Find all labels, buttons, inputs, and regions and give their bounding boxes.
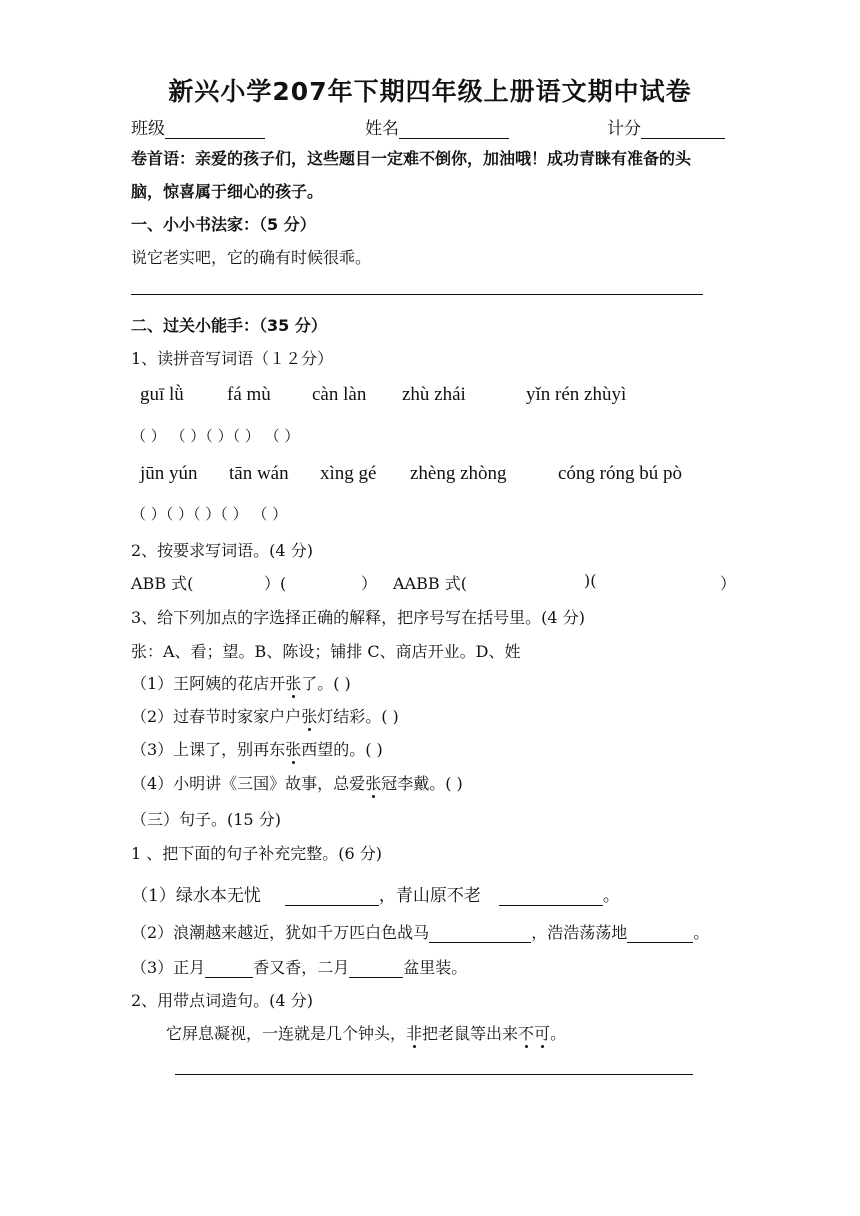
q3-item-post[interactable]: 了。( ) xyxy=(301,674,351,693)
q3-item xyxy=(131,771,463,794)
s3-blank-1[interactable] xyxy=(205,959,253,978)
q3-item-post[interactable]: 西望的。( ) xyxy=(301,740,383,759)
abb-label: ABB 式( xyxy=(131,574,194,593)
s2-part-b: ，浩浩荡荡地 xyxy=(531,923,628,942)
dotted-char: 非 xyxy=(406,1024,423,1043)
q1-label: 1、读拼音写词语（１２分） xyxy=(131,349,334,368)
dotted-char: 张 xyxy=(285,740,302,759)
q2-label: 2、按要求写词语。(4 分) xyxy=(131,541,313,560)
name-blank[interactable] xyxy=(399,120,509,139)
page-title: 新兴小学207年下期四年级上册语文期中试卷 xyxy=(168,77,692,106)
s3-q2-label: 2、用带点词造句。(4 分) xyxy=(131,991,313,1010)
name-field xyxy=(365,114,509,139)
score-field xyxy=(607,114,725,139)
pinyin-item: cóng róng bú pò xyxy=(558,463,683,484)
class-label: 班级 xyxy=(131,119,165,139)
pinyin-item: yǐn rén zhùyì xyxy=(526,384,627,405)
fill-sentence-1 xyxy=(131,881,620,906)
q3-options: 张：A、看；望。B、陈设；铺排 C、商店开业。D、姓 xyxy=(131,642,521,661)
dotted-char: 不 xyxy=(518,1024,535,1043)
score-blank[interactable] xyxy=(641,120,725,139)
answer-parens-row1[interactable]: （ ） （ ）（ ）（ ） （ ） xyxy=(131,427,300,445)
s3-blank-2[interactable] xyxy=(349,959,403,978)
s1-part-c: 。 xyxy=(602,886,620,906)
section2-heading: 二、过关小能手：（35 分） xyxy=(131,316,327,335)
s2-part-c: 。 xyxy=(693,923,710,942)
s1-part-a: （1）绿水本无忧 xyxy=(131,886,261,906)
abb-end[interactable]: ） xyxy=(361,574,378,593)
writing-line[interactable] xyxy=(131,294,703,295)
s3-part-c: 盆里装。 xyxy=(403,958,468,977)
aabb-end[interactable]: ） xyxy=(720,574,737,593)
dotted-char: 张 xyxy=(285,674,302,693)
intro-line-2: 脑，惊喜属于细心的孩子。 xyxy=(131,182,324,201)
section1-sentence: 说它老实吧，它的确有时候很乖。 xyxy=(131,248,372,267)
s3-part-b: 香又香，二月 xyxy=(253,958,350,977)
make-sentence-example xyxy=(166,1021,566,1044)
dotted-char: 张 xyxy=(301,707,318,726)
example-pre: 它屏息凝视，一连就是几个钟头， xyxy=(166,1024,407,1043)
pinyin-item: tān wán xyxy=(229,463,289,484)
q3-label: 3、给下列加点的字选择正确的解释，把序号写在括号里。(4 分) xyxy=(131,608,585,627)
q3-item xyxy=(131,704,399,727)
s1-part-b: ，青山原不老 xyxy=(378,886,481,906)
s1-blank-2[interactable] xyxy=(499,887,603,906)
s2-blank-2[interactable] xyxy=(627,924,693,943)
score-label: 计分 xyxy=(607,119,641,139)
dotted-char: 张 xyxy=(365,774,382,793)
example-mid: 把老鼠等出来 xyxy=(422,1024,519,1043)
s2-part-a: （2）浪潮越来越近，犹如千万匹白色战马 xyxy=(131,923,430,942)
q3-item-pre: （4）小明讲《三国》故事，总爱 xyxy=(131,774,366,793)
section3-heading: （三）句子。(15 分) xyxy=(131,810,281,829)
q3-item-pre: （3）上课了，别再东 xyxy=(131,740,286,759)
s2-blank-1[interactable] xyxy=(429,924,531,943)
example-end: 。 xyxy=(550,1024,567,1043)
q3-item-post[interactable]: 灯结彩。( ) xyxy=(317,707,399,726)
q3-item xyxy=(131,671,351,694)
aabb-mid[interactable]: )( xyxy=(584,571,597,590)
fill-sentence-2 xyxy=(131,920,709,943)
name-label: 姓名 xyxy=(365,119,399,139)
dotted-char: 可 xyxy=(534,1024,551,1043)
answer-parens-row2[interactable]: （ ）（ ）（ ）（ ） （ ） xyxy=(131,505,288,523)
class-blank[interactable] xyxy=(165,120,265,139)
intro-line-1: 卷首语：亲爱的孩子们，这些题目一定难不倒你，加油哦！成功青睐有准备的头 xyxy=(131,149,692,168)
s1-blank-1[interactable] xyxy=(285,887,379,906)
pinyin-item: fá mù xyxy=(227,384,271,405)
q3-item-post[interactable]: 冠李戴。( ) xyxy=(381,774,463,793)
pinyin-item: jūn yún xyxy=(140,463,198,484)
s3-q1-label: 1 、把下面的句子补充完整。(6 分) xyxy=(131,844,383,863)
section1-heading: 一、小小书法家：（5 分） xyxy=(131,215,316,234)
aabb-label: AABB 式( xyxy=(393,574,467,593)
q3-item xyxy=(131,737,383,760)
pinyin-item: xìng gé xyxy=(320,463,377,484)
class-field xyxy=(131,114,265,139)
writing-line[interactable] xyxy=(175,1074,693,1075)
q3-item-pre: （1）王阿姨的花店开 xyxy=(131,674,286,693)
pinyin-item: guī lǜ xyxy=(140,384,184,405)
pinyin-item: càn làn xyxy=(312,384,367,405)
pinyin-item: zhù zhái xyxy=(402,384,466,405)
abb-mid[interactable]: ）( xyxy=(264,574,287,593)
q3-item-pre: （2）过春节时家家户户 xyxy=(131,707,302,726)
s3-part-a: （3）正月 xyxy=(131,958,206,977)
pinyin-item: zhèng zhòng xyxy=(410,463,507,484)
fill-sentence-3 xyxy=(131,955,467,978)
